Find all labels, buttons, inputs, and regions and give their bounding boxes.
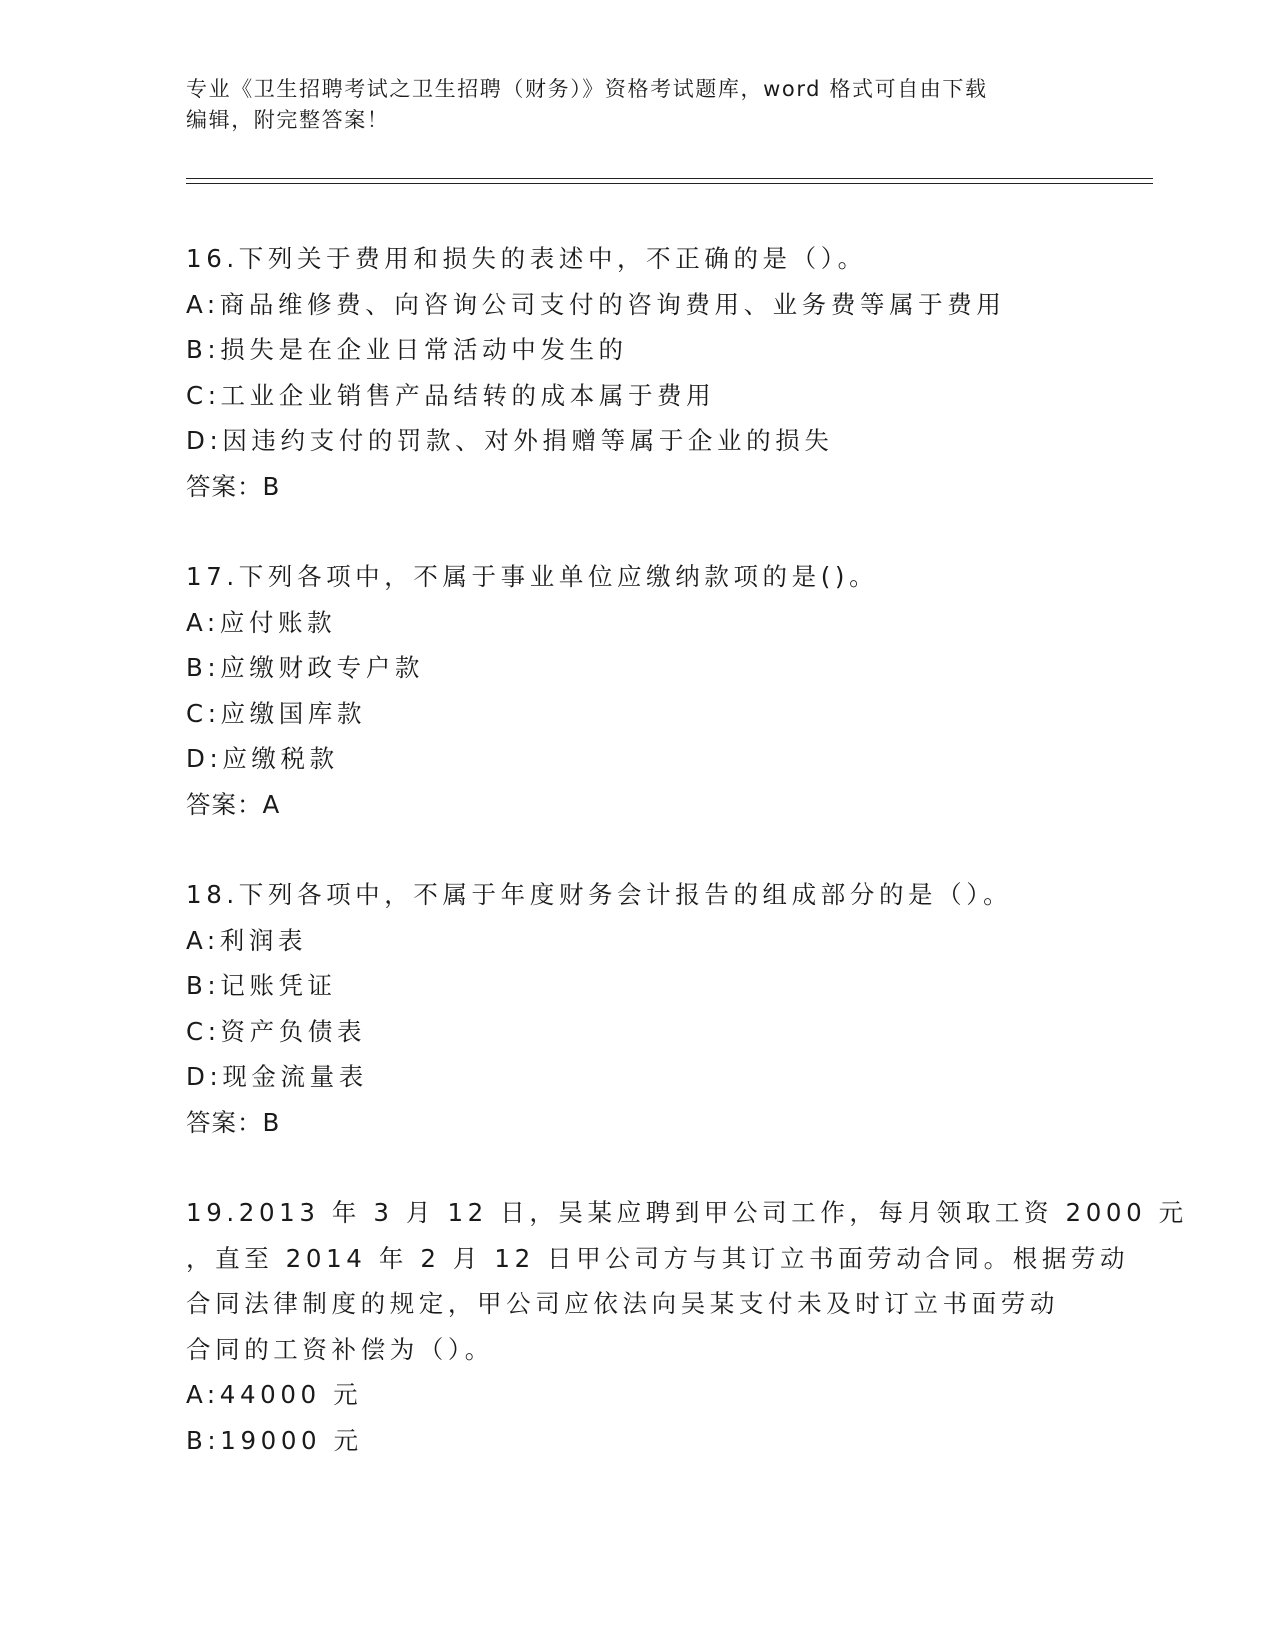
header-line-2: 编辑，附完整答案！ [186,108,390,132]
option-a: A:商品维修费、向咨询公司支付的咨询费用、业务费等属于费用 [186,289,1006,319]
question-19 [186,1190,1188,1463]
option-a: A:应付账款 [186,607,337,637]
question-stem: 18.下列各项中，不属于年度财务会计报告的组成部分的是（）。 [186,880,1013,909]
option-b: B:记账凭证 [186,971,337,1000]
answer-label: 答案：B [186,471,281,501]
question-18 [186,872,1146,1145]
option-c: C:资产负债表 [186,1016,367,1046]
option-b: B:19000 元 [186,1425,363,1455]
question-stem-line-2: ，直至 2014 年 2 月 12 日甲公司方与其订立书面劳动合同。根据劳动 [186,1243,1130,1273]
question-stem-line-1: 19.2013 年 3 月 12 日，吴某应聘到甲公司工作，每月领取工资 2000 元 [186,1198,1188,1227]
option-b: B:应缴财政专户款 [186,653,424,682]
header-divider-bottom [186,183,1153,184]
option-d: D:因违约支付的罚款、对外捐赠等属于企业的损失 [186,426,834,455]
option-a: A:44000 元 [186,1380,363,1409]
question-16 [186,236,1146,509]
question-stem: 17.下列各项中，不属于事业单位应缴纳款项的是()。 [186,562,879,591]
header-line-1: 专业《卫生招聘考试之卫生招聘（财务）》资格考试题库，word 格式可自由下载 [186,77,988,101]
question-stem-line-4: 合同的工资补偿为（）。 [186,1334,494,1364]
question-list [186,236,1188,1508]
option-b: B:损失是在企业日常活动中发生的 [186,335,628,364]
option-d: D:现金流量表 [186,1062,368,1091]
answer-label: 答案：B [186,1107,281,1137]
option-c: C:应缴国库款 [186,698,367,728]
question-stem-line-3: 合同法律制度的规定，甲公司应依法向吴某支付未及时订立书面劳动 [186,1289,1059,1318]
option-d: D:应缴税款 [186,744,339,773]
question-stem: 16.下列关于费用和损失的表述中，不正确的是（）。 [186,244,867,273]
answer-label: 答案：A [186,789,281,819]
option-a: A:利润表 [186,925,308,955]
option-c: C:工业企业销售产品结转的成本属于费用 [186,380,716,410]
question-17 [186,554,1146,827]
document-header [186,74,1086,136]
header-divider-top [186,178,1153,179]
